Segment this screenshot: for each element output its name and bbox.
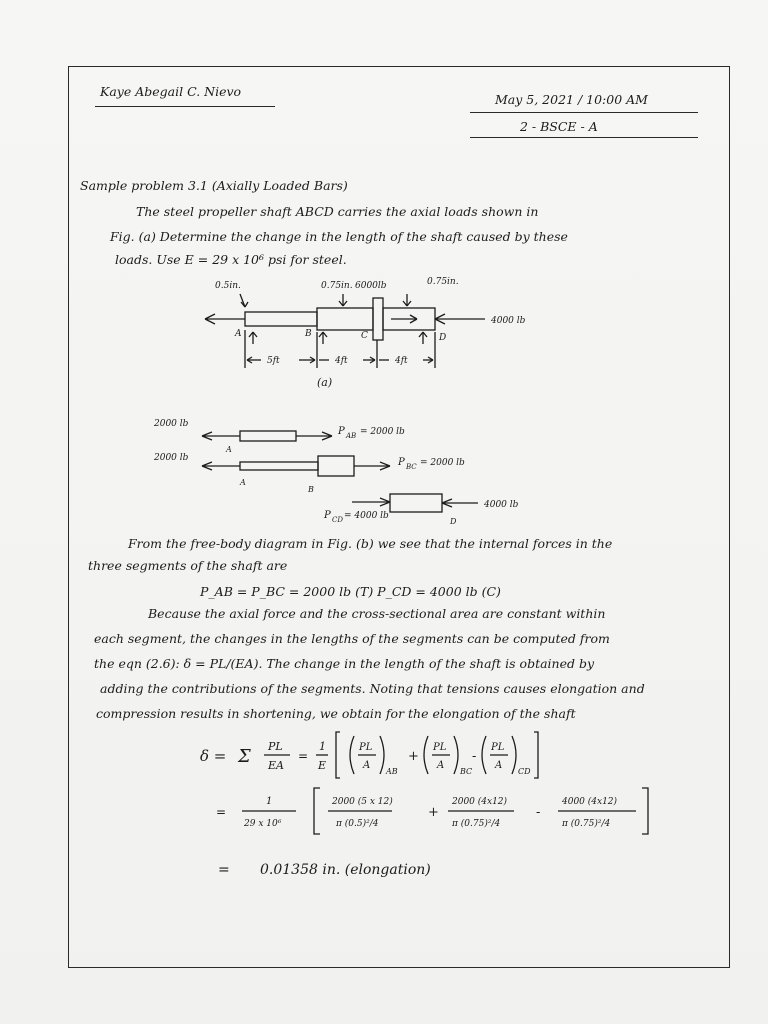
equation-line-2	[196, 782, 666, 840]
fbd2-force-symbol: P	[398, 457, 405, 468]
point-a-label: A	[235, 329, 242, 339]
point-b-label: B	[305, 329, 312, 339]
fbd3-force-value: = 4000 lb	[344, 511, 389, 521]
problem-title: Sample problem 3.1 (Axially Loaded Bars)	[80, 178, 348, 193]
name-underline	[95, 106, 275, 107]
dia-label-2: 0.75in.	[321, 281, 353, 291]
length-ab-label: 5ft	[267, 356, 280, 366]
point-c-label: C	[361, 331, 368, 341]
pl-numerator: PL	[268, 740, 283, 753]
term-cd-num: PL	[491, 742, 505, 753]
final-result: 0.01358 in. (elongation)	[260, 862, 431, 878]
date-underline	[470, 112, 698, 113]
load-label-c: 6000lb	[355, 281, 387, 291]
fbd2-force-subscript: BC	[406, 463, 417, 471]
figure-a	[195, 272, 555, 397]
term3-numerator: 4000 (4x12)	[562, 797, 618, 807]
student-name: Kaye Abegail C. Nievo	[100, 84, 242, 99]
fbd3-force-symbol: P	[324, 510, 331, 521]
sum-symbol: Σ	[238, 746, 251, 767]
fbd2-point-b: B	[308, 485, 314, 494]
problem-line-2: Fig. (a) Determine the change in the length of the shaft caused by these	[110, 229, 568, 244]
problem-line-1: The steel propeller shaft ABCD carries the axial loads shown in	[136, 204, 539, 219]
ea-denominator: EA	[268, 759, 284, 772]
term-ab-num: PL	[359, 742, 373, 753]
paragraph-2-line-2: each segment, the changes in the lengths of the segments can be computed from	[94, 631, 610, 646]
term-bc-num: PL	[433, 742, 447, 753]
section: 2 - BSCE - A	[520, 119, 598, 134]
paragraph-2-line-3: the eqn (2.6): δ = PL/(EA). The change in the length of the shaft is obtained by	[94, 656, 595, 671]
fbd3-point-d: D	[450, 517, 457, 526]
fbd3-right-load: 4000 lb	[484, 500, 519, 510]
fbd2-force-value: = 2000 lb	[420, 458, 465, 468]
factor-numerator: 1	[266, 796, 273, 807]
minus-2: -	[536, 805, 541, 820]
fbd1-force-symbol: P	[338, 426, 345, 437]
term-bc-sub: BC	[460, 767, 473, 776]
fbd1-left-load: 2000 lb	[154, 419, 189, 429]
term-cd-sub: CD	[518, 767, 531, 776]
fbd1-point-a: A	[226, 445, 232, 454]
equals-2: =	[216, 805, 227, 819]
plus-1: +	[408, 749, 419, 764]
e-denominator: E	[318, 759, 327, 772]
figure-b	[140, 410, 560, 530]
equation-line-1	[196, 726, 596, 784]
internal-forces: P_AB = P_BC = 2000 lb (T) P_CD = 4000 lb (C)	[200, 584, 501, 599]
problem-line-3: loads. Use E = 29 x 10⁶ psi for steel.	[115, 252, 347, 267]
one-numerator: 1	[319, 740, 326, 753]
equals-1: =	[298, 749, 309, 763]
factor-denominator: 29 x 10⁶	[244, 819, 282, 829]
term3-denominator: π (0.75)²/4	[562, 819, 611, 829]
delta-symbol: δ =	[200, 747, 227, 765]
figure-a-caption: (a)	[317, 376, 333, 389]
point-d-label: D	[439, 333, 447, 343]
term-bc-den: A	[437, 760, 445, 771]
fbd1-force-subscript: AB	[346, 432, 357, 440]
term2-numerator: 2000 (4x12)	[452, 797, 508, 807]
length-bc-label: 4ft	[335, 356, 348, 366]
fbd2-point-a: A	[240, 478, 246, 487]
paragraph-2-line-4: adding the contributions of the segments. Noting that tensions causes elongation and	[100, 681, 645, 696]
fbd3-force-subscript: CD	[332, 516, 343, 524]
term-cd-den: A	[495, 760, 503, 771]
fbd1-force-value: = 2000 lb	[360, 427, 405, 437]
date-time: May 5, 2021 / 10:00 AM	[495, 92, 648, 107]
term-ab-den: A	[363, 760, 371, 771]
dia-label-1: 0.5in.	[215, 281, 241, 291]
fbd2-left-load: 2000 lb	[154, 453, 189, 463]
load-label-d: 4000 lb	[491, 316, 526, 326]
term-ab-sub: AB	[386, 767, 398, 776]
equals-3: =	[218, 862, 230, 878]
length-cd-label: 4ft	[395, 356, 408, 366]
paragraph-1-line-2: three segments of the shaft are	[88, 558, 288, 573]
paragraph-2-line-5: compression results in shortening, we obtain for the elongation of the shaft	[96, 706, 576, 721]
term1-numerator: 2000 (5 x 12)	[332, 797, 393, 807]
paragraph-2-line-1: Because the axial force and the cross-sectional area are constant within	[148, 606, 606, 621]
dia-label-3: 0.75in.	[427, 277, 459, 287]
paragraph-1-line-1: From the free-body diagram in Fig. (b) we see that the internal forces in the	[128, 536, 613, 551]
plus-2: +	[428, 805, 439, 820]
section-underline	[470, 137, 698, 138]
term1-denominator: π (0.5)²/4	[336, 819, 379, 829]
term2-denominator: π (0.75)²/4	[452, 819, 501, 829]
minus-1: -	[472, 749, 477, 764]
